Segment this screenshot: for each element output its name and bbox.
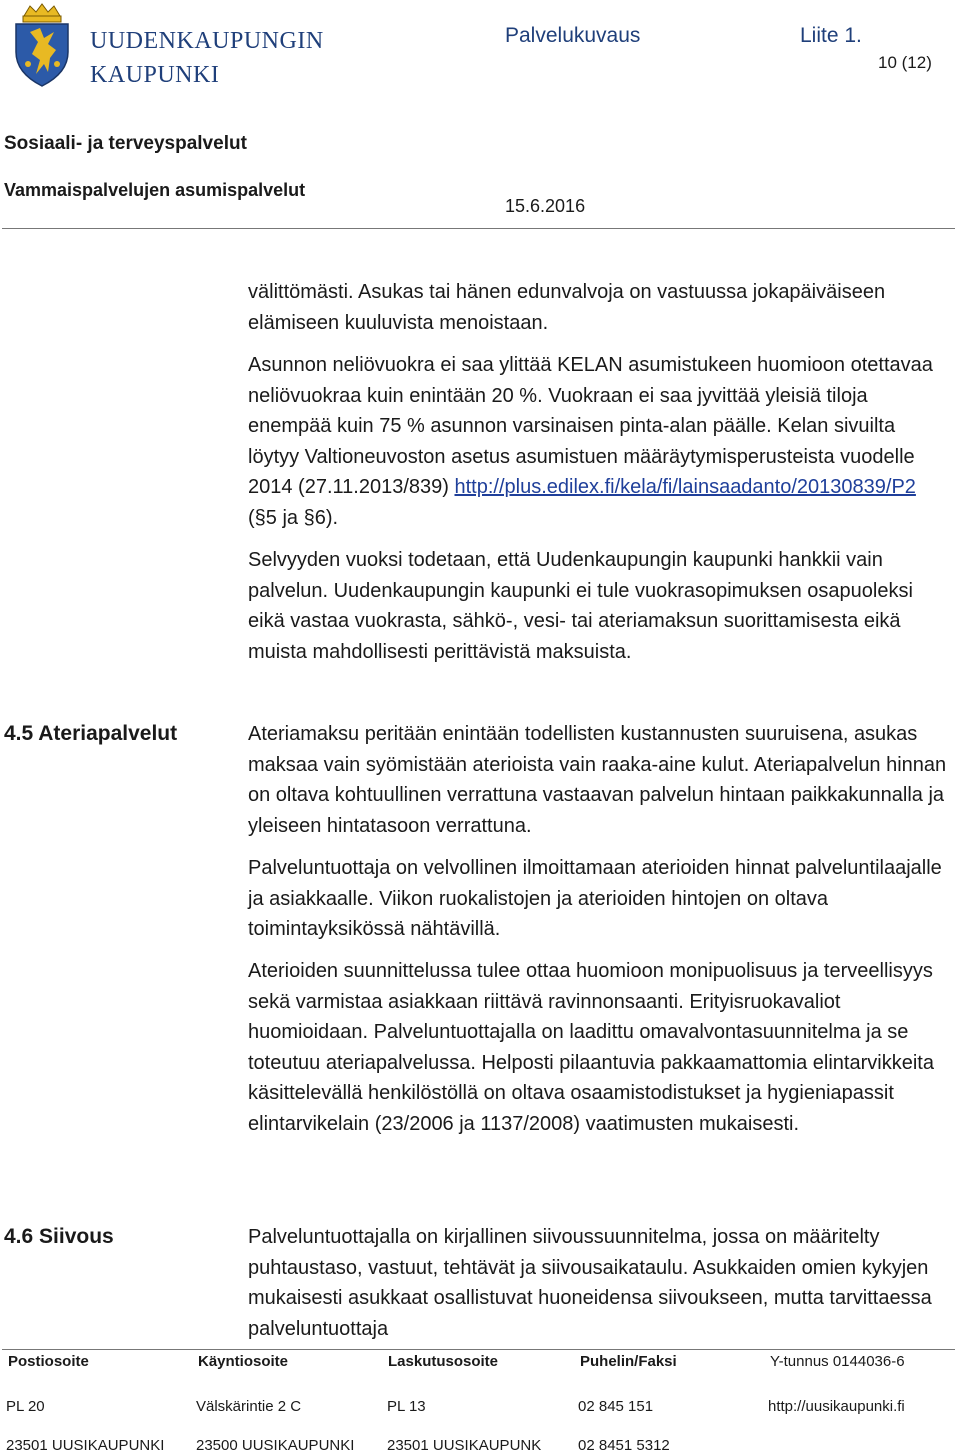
organization-name-line2: KAUPUNKI xyxy=(90,62,220,88)
city-crest-logo xyxy=(10,2,74,88)
footer-visit-heading: Käyntiosoite xyxy=(198,1353,289,1370)
organization-name-line1: UUDENKAUPUNGIN xyxy=(90,28,324,54)
paragraph-rent xyxy=(248,350,948,533)
footer-phone-line1: 02 845 151 xyxy=(578,1398,654,1415)
document-date: 15.6.2016 xyxy=(505,196,586,216)
meal-planning-paragraph: Aterioiden suunnittelussa tulee ottaa huomioon monipuolisuus ja terveellisyys sekä varmistaa asiakkaan riittävä ravinnonsaanti. Erityisruokavaliot huomioidaan. Palveluntuottajalla on laadittu omavalvontasuunnitelma ja se toteutuu ateriapalvelussa. Helposti pilaantuvia pakkaamattomia elintarvikkeita käsittelevällä henkilöstöllä on oltava osaamistodistukset ja hygieniapassit elintarvikelain (23/2006 ja 1137/2008) vaatimusten mukaisesti. xyxy=(248,960,934,1135)
paragraph-rent-tail: (§5 ja §6). xyxy=(248,506,339,529)
footer-phone-line2: 02 8451 5312 xyxy=(578,1437,670,1454)
footer-website-link[interactable]: http://uusikaupunki.fi xyxy=(768,1398,905,1415)
footer-billing-line1: PL 13 xyxy=(387,1398,426,1415)
footer-billing-line2: 23501 UUSIKAUPUNK xyxy=(387,1437,542,1454)
section-4-6-heading: 4.6 Siivous xyxy=(4,1225,114,1248)
footer-visit-line1: Välskärintie 2 C xyxy=(196,1398,302,1415)
page-number: 10 (12) xyxy=(878,53,932,72)
department-name: Sosiaali- ja terveyspalvelut xyxy=(4,133,247,154)
footer-divider xyxy=(2,1349,955,1350)
footer-billing-heading: Laskutusosoite xyxy=(388,1353,499,1370)
footer-phone-heading: Puhelin/Faksi xyxy=(580,1353,677,1370)
meal-price-paragraph: Palveluntuottaja on velvollinen ilmoittamaan aterioiden hinnat palveluntilaajalle ja asiakkaalle. Viikon ruokalistojen ja aterioiden hintojen on oltava toimintayksikössä nähtävillä. xyxy=(248,857,942,940)
paragraph-rent-text: Asunnon neliövuokra ei saa ylittää KELAN asumistukeen huomioon otettavaa neliövuokraa kuin enintään 20 %. Vuokraan ei saa jyvittää yleisiä tiloja enempää kuin 75 % asunnon varsinaisen pinta-alan päälle. Kelan sivuilta löytyy Valtioneuvoston asetus asumistuen määräytymisperusteista vuodelle 2014 (27.11.2013/839) xyxy=(248,354,933,498)
kela-decree-link[interactable]: http://plus.edilex.fi/kela/fi/lainsaadanto/20130839/P2 xyxy=(454,476,916,498)
document-type: Palvelukuvaus xyxy=(505,24,641,47)
section-4-5-heading: 4.5 Ateriapalvelut xyxy=(4,722,178,745)
header-divider xyxy=(2,228,955,229)
appendix-label: Liite 1. xyxy=(800,24,862,47)
footer-post-line1: PL 20 xyxy=(6,1398,45,1415)
organization-name xyxy=(90,24,324,92)
unit-name: Vammaispalvelujen asumispalvelut xyxy=(4,180,306,200)
paragraph-clarification: Selvyyden vuoksi todetaan, että Uudenkaupungin kaupunki hankkii vain palvelun. Uudenkaupungin kaupunki ei tule vuokrasopimuksen osapuoleksi eikä vastaa vuokrasta, sähkö-, vesi- tai ateriamaksun suorittamisesta eikä muista mahdollisesti perittävistä maksuista. xyxy=(248,549,913,663)
footer-visit-line2: 23500 UUSIKAUPUNKI xyxy=(196,1437,355,1454)
paragraph-responsibility: välittömästi. Asukas tai hänen edunvalvoja on vastuussa jokapäiväiseen elämiseen kuuluvista menoistaan. xyxy=(248,281,886,334)
meal-fee-paragraph: Ateriamaksu peritään enintään todellisten kustannusten suuruisena, asukas maksaa vain syömistään aterioista vain raaka-aine kulut. Ateriapalvelun hinnan on oltava kohtuullinen verrattuna vastaavan palvelun hintaan paikkakunnalla ja yleiseen hintatasoon verrattuna. xyxy=(248,723,947,837)
footer-post-line2: 23501 UUSIKAUPUNKI xyxy=(6,1437,165,1454)
footer-business-id: Y-tunnus 0144036-6 xyxy=(770,1353,905,1370)
footer-post-heading: Postiosoite xyxy=(8,1353,89,1370)
cleaning-paragraph: Palveluntuottajalla on kirjallinen siivoussuunnitelma, jossa on määritelty puhtaustaso, vastuut, tehtävät ja siivousaikataulu. Asukkaiden omien kykyjen mukaisesti asukkaat osallistuvat huoneidensa siivoukseen, mutta tarvittaessa palveluntuottaja xyxy=(248,1226,932,1340)
